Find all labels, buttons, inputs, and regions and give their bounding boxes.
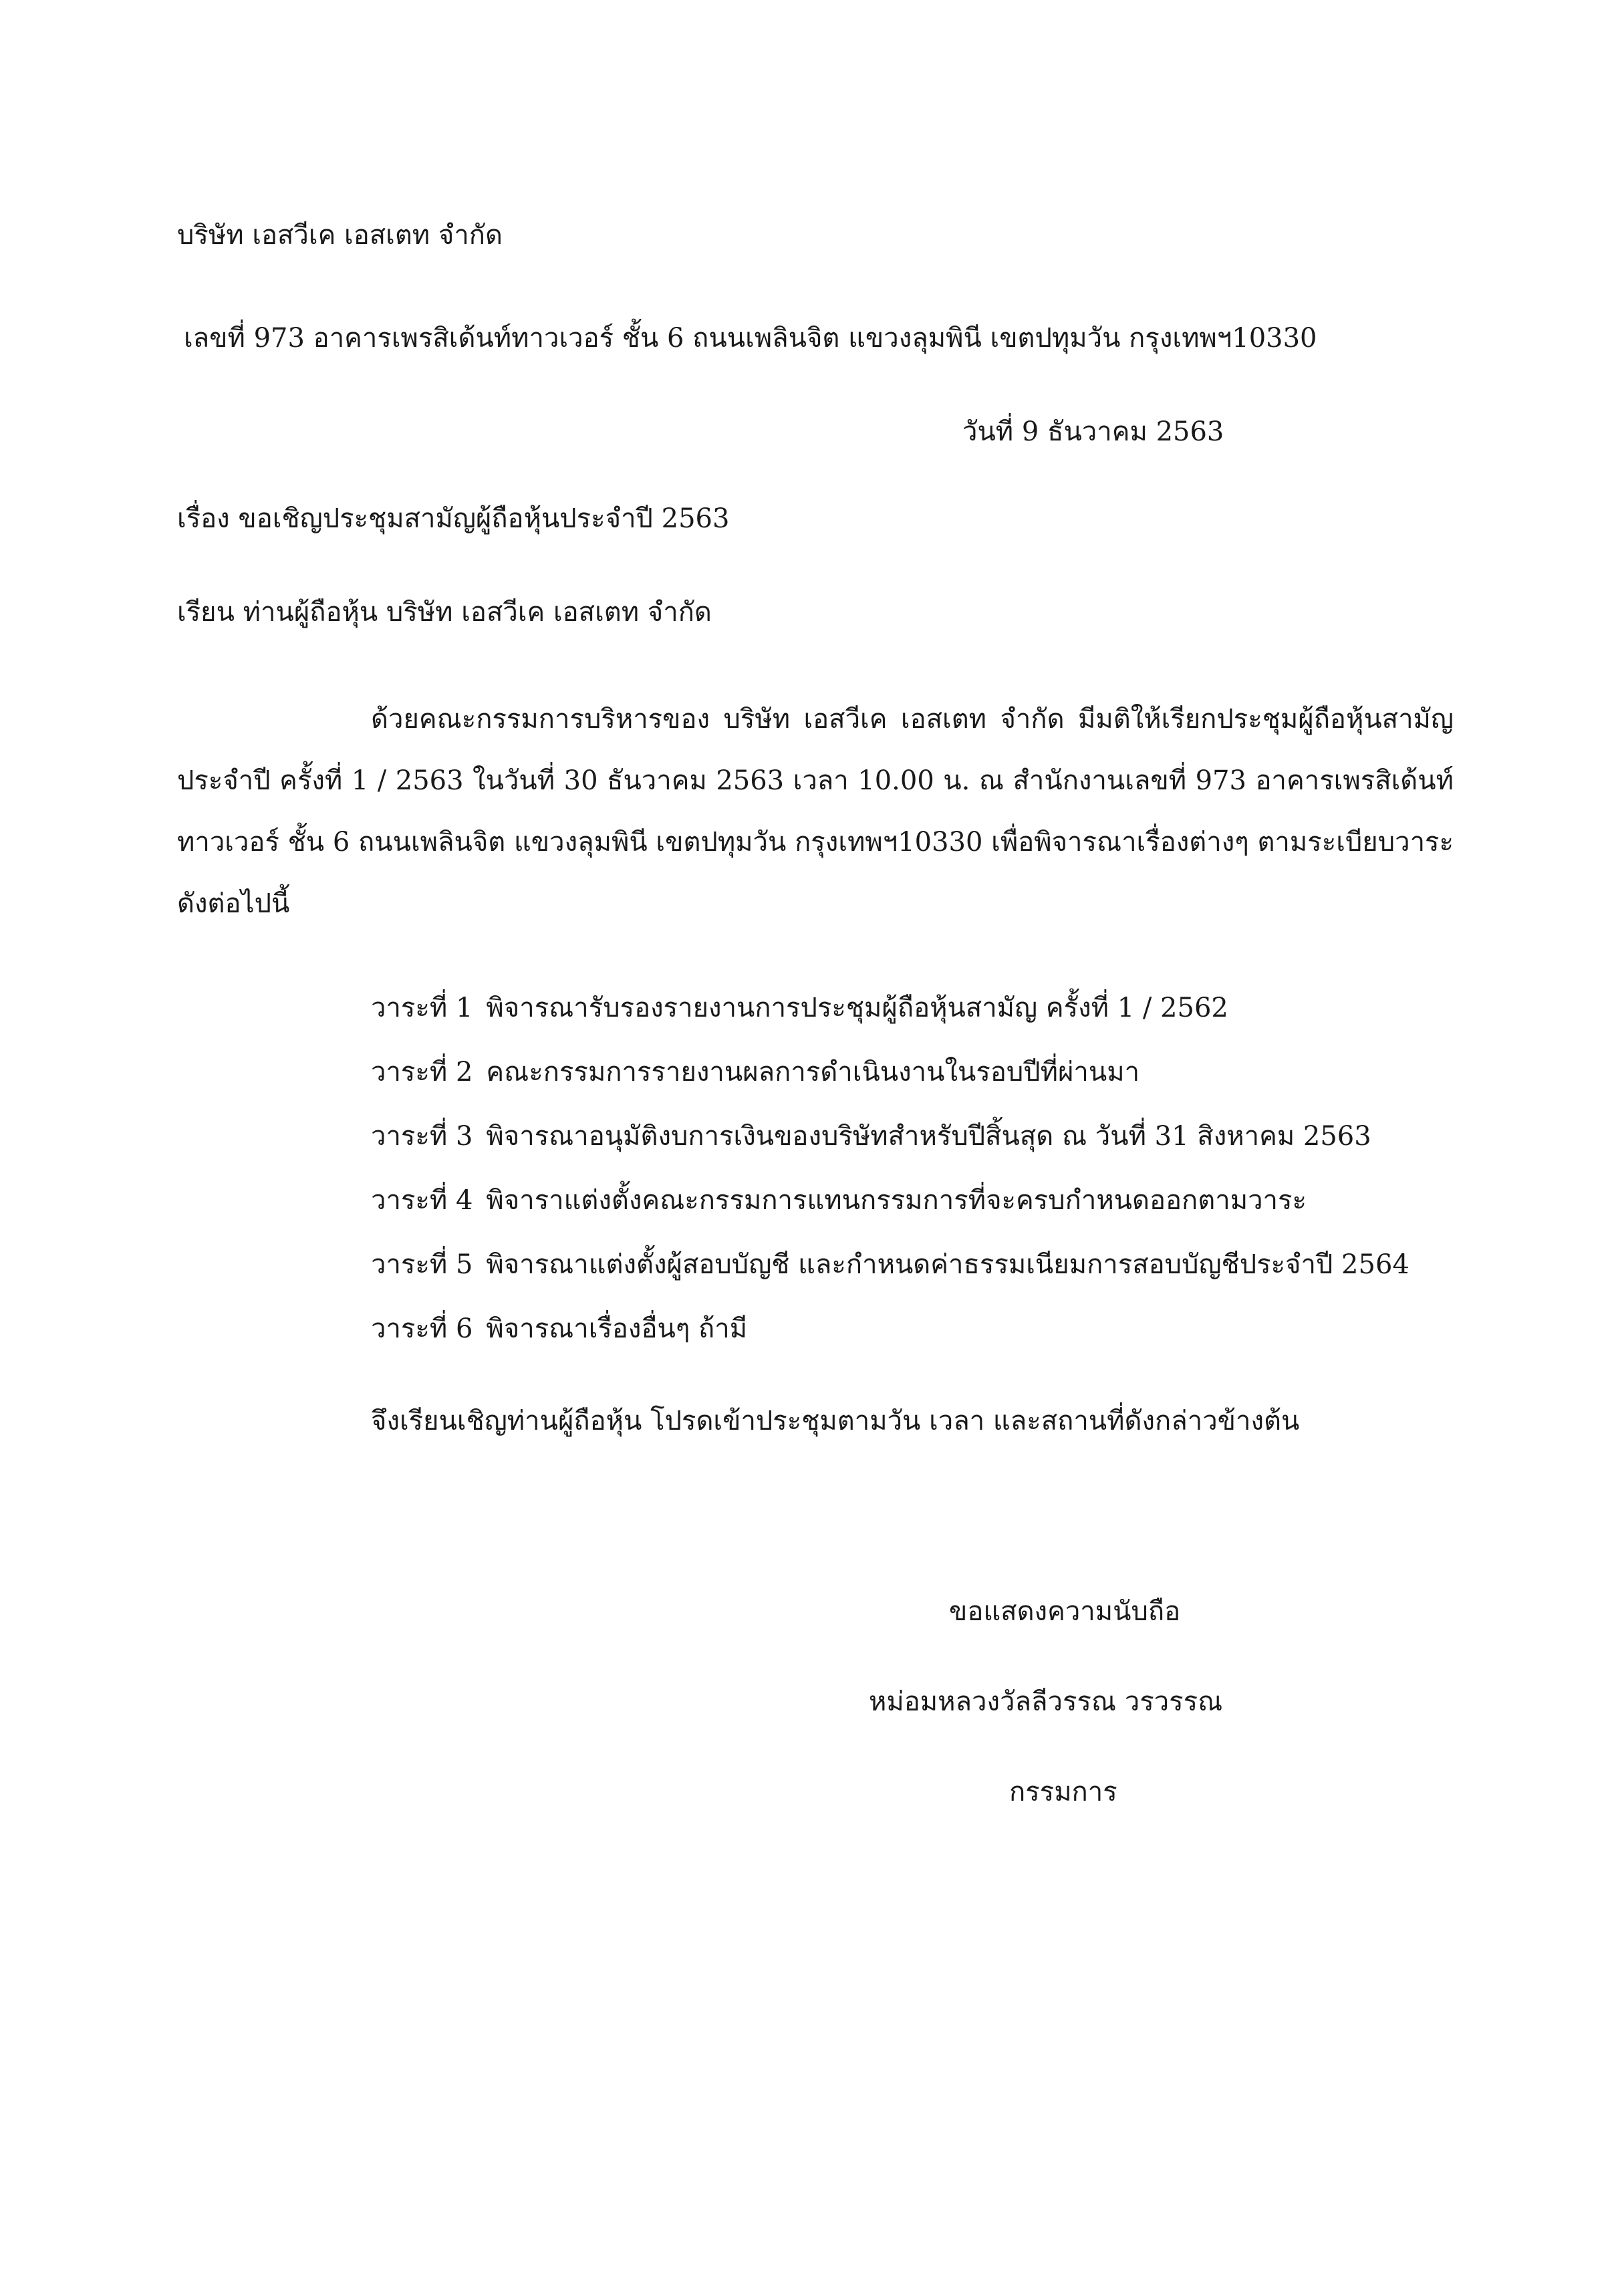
agenda-item [371, 1233, 1410, 1297]
agenda-item [371, 1104, 1410, 1168]
agenda-number: วาระที่ 6 [371, 1313, 473, 1344]
agenda-item [371, 1168, 1410, 1233]
agenda-list [371, 976, 1410, 1361]
signer-title: กรรมการ [1009, 1777, 1117, 1807]
agenda-text: คณะกรรมการรายงานผลการดำเนินงานในรอบปีที่ผ่านมา [486, 1057, 1140, 1088]
agenda-item [371, 1297, 1410, 1361]
letter-subject: เรื่อง ขอเชิญประชุมสามัญผู้ถือหุ้นประจำปี 2563 [177, 503, 730, 534]
agenda-item [371, 1040, 1410, 1104]
agenda-number: วาระที่ 2 [371, 1057, 473, 1088]
letter-recipient: เรียน ท่านผู้ถือหุ้น บริษัท เอสวีเค เอสเตท จำกัด [177, 597, 712, 628]
agenda-text: พิจาราแต่งตั้งคณะกรรมการแทนกรรมการที่จะครบกำหนดออกตามวาระ [486, 1185, 1307, 1216]
closing-regards: ขอแสดงความนับถือ [949, 1596, 1181, 1627]
agenda-item [371, 976, 1410, 1040]
closing-invitation: จึงเรียนเชิญท่านผู้ถือหุ้น โปรดเข้าประชุมตามวัน เวลา และสถานที่ดังกล่าวข้างต้น [371, 1406, 1300, 1436]
agenda-text: พิจารณาเรื่องอื่นๆ ถ้ามี [486, 1313, 748, 1344]
signer-name: หม่อมหลวงวัลลีวรรณ วรวรรณ [869, 1686, 1223, 1717]
agenda-text: พิจารณาอนุมัติงบการเงินของบริษัทสำหรับปีสิ้นสุด ณ วันที่ 31 สิงหาคม 2563 [486, 1121, 1371, 1152]
agenda-number: วาระที่ 1 [371, 993, 473, 1023]
agenda-text: พิจารณาแต่งตั้งผู้สอบบัญชี และกำหนดค่าธรรมเนียมการสอบบัญชีประจำปี 2564 [486, 1249, 1410, 1280]
company-address: เลขที่ 973 อาคารเพรสิเด้นท์ทาวเวอร์ ชั้น 6 ถนนเพลินจิต แขวงลุมพินี เขตปทุมวัน กรุงเทพฯ10330 [184, 323, 1317, 354]
agenda-text: พิจารณารับรองรายงานการประชุมผู้ถือหุ้นสามัญ ครั้งที่ 1 / 2562 [486, 993, 1228, 1023]
letter-body-paragraph: ด้วยคณะกรรมการบริหารของ บริษัท เอสวีเค เอสเตท จำกัด มีมติให้เรียกประชุมผู้ถือหุ้นสามัญประจำปี ครั้งที่ 1 / 2563 ในวันที่ 30 ธันวาคม 2563 เวลา 10.00 น. ณ สำนักงานเลขที่ 973 อาคารเพรสิเด้นท์ทาวเวอร์ ชั้น 6 ถนนเพลินจิต แขวงลุมพินี เขตปทุมวัน กรุงเทพฯ10330 เพื่อพิจารณาเรื่องต่างๆ ตามระเบียบวาระดังต่อไปนี้ [177, 704, 1454, 919]
agenda-number: วาระที่ 4 [371, 1185, 473, 1216]
letter-date: วันที่ 9 ธันวาคม 2563 [962, 416, 1224, 447]
agenda-number: วาระที่ 3 [371, 1121, 473, 1152]
agenda-number: วาระที่ 5 [371, 1249, 473, 1280]
company-name: บริษัท เอสวีเค เอสเตท จำกัด [177, 220, 503, 251]
